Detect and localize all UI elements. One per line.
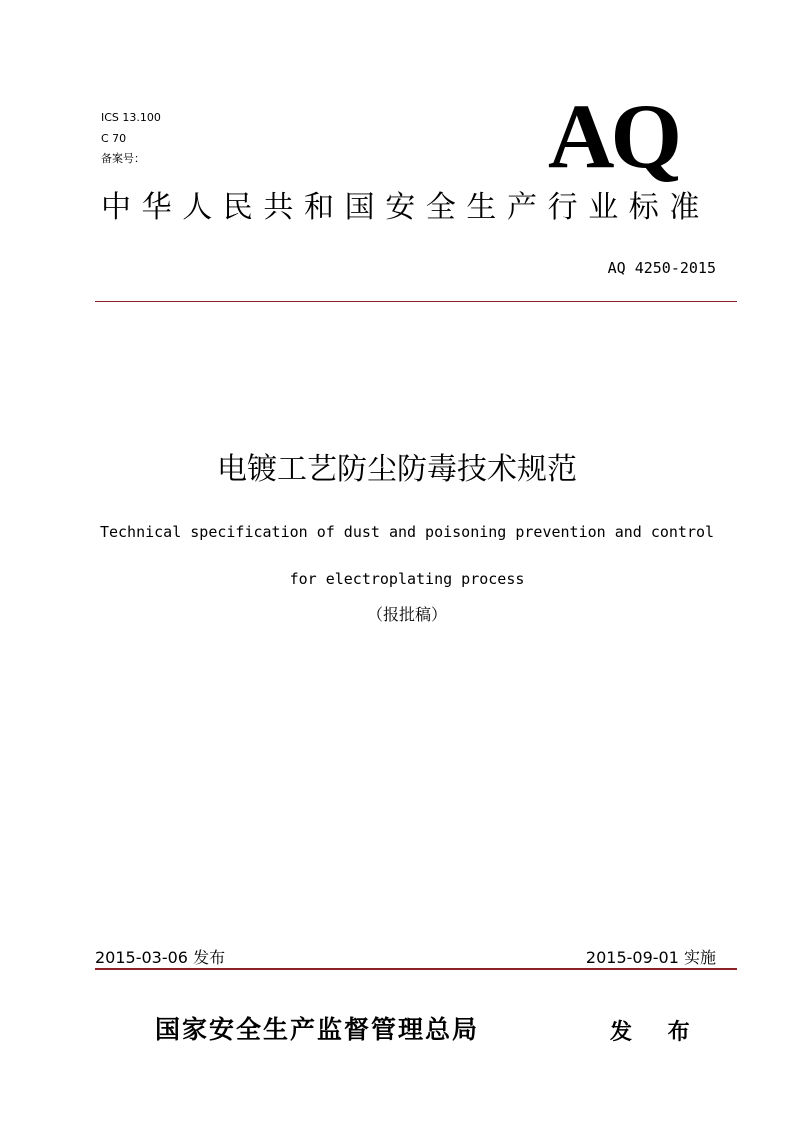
document-title-english-line1: Technical specification of dust and poisoning prevention and control (99, 523, 715, 541)
draft-status-note: （报批稿） (366, 605, 447, 624)
document-title-english-line2: for electroplating process (289, 570, 525, 588)
issuing-authority: 国家安全生产监督管理总局 (155, 1015, 480, 1044)
document-title-chinese: 电镀工艺防尘防毒技术规范 (217, 452, 577, 487)
footer-divider (95, 968, 737, 970)
filing-number-label: 备案号： (101, 152, 145, 165)
header-divider (95, 301, 737, 302)
ccs-code: C 70 (101, 132, 127, 145)
aq-logo: AQ (548, 85, 678, 187)
issue-date: 2015-03-06 发布 (95, 948, 226, 967)
implementation-date: 2015-09-01 实施 (585, 948, 716, 967)
standard-number: AQ 4250-2015 (607, 259, 716, 277)
industry-standard-title: 中华人民共和国安全生产行业标准 (101, 190, 710, 225)
ics-code: ICS 13.100 (101, 111, 161, 124)
publish-label: 发 布 (610, 1020, 704, 1045)
